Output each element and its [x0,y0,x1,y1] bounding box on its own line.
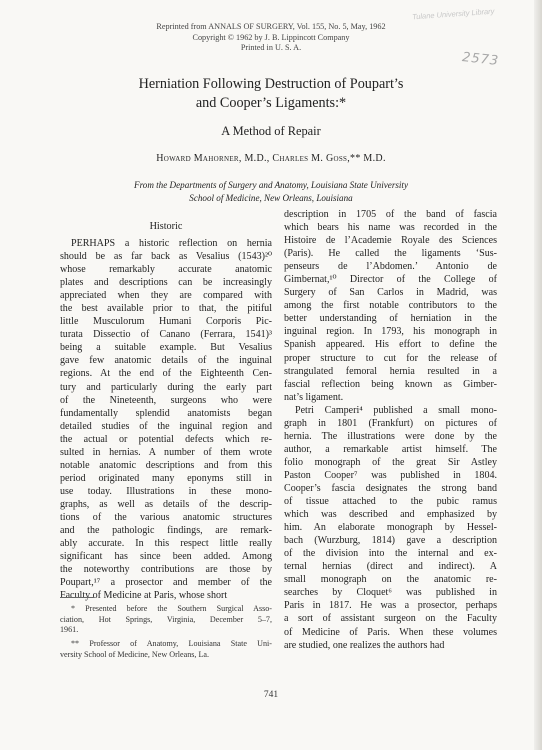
text-line: turata Dissectio of Canano (Ferrara, 1541)³ [60,329,272,341]
section-heading: Historic [149,221,183,232]
text-line: penseurs de l’Abdomen.’ Antonio de [284,261,497,273]
text-line: are studied, one realizes the authors had [284,639,445,651]
text-line: graphs, as well as details of the descrip- [60,498,272,510]
left-column-text [60,237,272,602]
text-line: Poupart,¹⁷ a prosector and member of the [60,577,272,589]
text-line: sulted in hernias. A number of them wrote [60,446,272,458]
right-column [284,208,497,652]
text-line: 1961. [60,625,79,635]
text-line: graph in 1801 (Frankfurt) on pictures of [284,417,497,429]
text-line: period originated many eponyms still in [60,472,272,484]
text-line: versity School of Medicine, New Orleans, La. [60,649,210,659]
text-line: ably accurate. In this respect little really [60,538,272,550]
text-line: among the first notable contributors to the [284,300,497,312]
text-line: hernia. The illustrations were done by the [284,430,497,442]
library-stamp: Tulane University Library [411,6,495,22]
text-line: of the division into the internal and ex- [284,548,497,560]
footnote-rule [60,597,94,598]
text-line: should be as far back as Vesalius (1543)²⁰ [60,251,272,263]
page-number: 741 [263,690,279,700]
article-title [0,75,542,113]
text-line: of the Nineteenth, surgeons who were [60,394,272,406]
footnote-professor [60,639,272,660]
text-line: Histoire de l’Academie Royale des Sciences [284,235,497,247]
affiliation-line-1: From the Departments of Surgery and Anatomy, Louisiana State University [134,180,408,190]
text-line: Surgery of San Carlos in Madrid, was [284,287,497,299]
text-line: use today. Illustrations in these mono- [60,485,272,497]
handwritten-note: 2573 [461,50,500,69]
text-line: Faculty of Medicine at Paris, whose short [60,590,228,602]
text-line: proper structure to cut for the release of [284,352,497,364]
right-column-text [284,208,497,652]
text-line: being a suitable example. But Vesalius [60,342,272,354]
text-line: folio monograph of the great Sir Astley [284,456,497,468]
reprint-line: Reprinted from ANNALS OF SURGERY, Vol. 155, No. 5, May, 1962 [156,22,386,31]
text-line: of tissue attached to the pubic ramus [284,496,497,508]
text-line: strangulated femoral hernia resulted in a [284,365,497,377]
text-line: little Musculorum Humani Corporis Pic- [60,316,272,328]
affiliation [0,179,542,204]
reprint-header [0,22,542,54]
text-line: PERHAPS a historic reflection on hernia [71,238,272,249]
author-line: Howard Mahorner, M.D., Charles M. Goss,** M.D. [156,153,386,164]
text-line: the actual or potential defects which re- [60,433,272,445]
text-line: regions. At the end of the Eighteenth Cen- [60,368,272,380]
text-line: ciation, Hot Springs, Virginia, December 5–7, [60,614,272,624]
text-line: ** Professor of Anatomy, Louisiana State Uni- [71,639,272,648]
text-line: notable anatomic descriptions and from this [60,459,272,471]
text-line: fascial reflection being known as Gimber- [284,378,497,390]
text-line: searches by Cloquet⁶ was published in [284,587,497,599]
text-line: and the pathologic findings, are remark- [60,525,272,537]
affiliation-line-2: School of Medicine, New Orleans, Louisiana [189,192,353,203]
text-line: tury and particularly during the early part [60,381,272,393]
text-line: bach (Wurzburg, 1814) gave a description [284,535,497,547]
text-line: (Paris). He called the ligaments ‘Sus- [284,248,497,260]
text-line: which was described and emphasized by [284,509,497,521]
text-line: Gimbernat,¹⁰ Director of the College of [284,274,497,286]
text-line: whose remarkably accurate anatomic [60,264,272,276]
text-line: appreciated when they are compared with [60,290,272,302]
text-line: the best available prior to that, the pitiful [60,303,272,315]
printed-line: Printed in U. S. A. [240,43,302,52]
text-line: Spanish appeared. His effort to define the [284,339,497,351]
text-line: ternal hernias (direct and indirect). A [284,561,497,573]
text-line: author, a remarkable artist himself. The [284,443,497,455]
text-line: better understanding of herniation in the [284,313,497,325]
copyright-line: Copyright © 1962 by J. B. Lippincott Company [192,32,350,42]
text-line: inguinal region. In 1793, his monograph in [284,326,497,338]
text-line: Petri Camperi⁴ published a small mono- [295,404,497,416]
text-line: significant has since been added. Among [60,551,272,563]
text-line: Paris in 1817. He was a prosector, perhaps [284,600,497,612]
text-line: him. An elaborate monograph by Hessel- [284,522,497,534]
text-line: a sort of assistant surgeon on the Faculty [284,613,497,625]
text-line: Paston Cooper⁷ was published in 1804. [284,469,497,481]
left-column [60,220,272,602]
article-subtitle: A Method of Repair [221,124,321,138]
text-line: which bears his name was recorded in the [284,222,497,234]
text-line: plates and descriptions can be increasingly [60,277,272,289]
text-line: detailed studies of the inguinal region and [60,420,272,432]
text-line: tions of the various anatomic structures [60,511,272,523]
text-line: small monograph on the anatomic re- [284,574,497,586]
text-line: the noteworthy contributions are those by [60,564,272,576]
title-line-2: and Cooper’s Ligaments:* [195,95,347,111]
text-line: * Presented before the Southern Surgical Asso- [71,604,272,613]
text-line: fundamentally splendid anatomists began [60,407,272,419]
text-line: description in 1705 of the band of fascia [284,209,497,220]
title-line-1: Herniation Following Destruction of Poupart’s [138,76,404,92]
text-line: gave few anatomic details of the inguinal [60,355,272,367]
text-line: of Medicine of Paris. When these volumes [284,626,497,638]
text-line: Cooper’s fascia designates the strong band [284,482,497,494]
footnote-presented [60,604,272,636]
text-line: nat’s ligament. [284,391,344,403]
